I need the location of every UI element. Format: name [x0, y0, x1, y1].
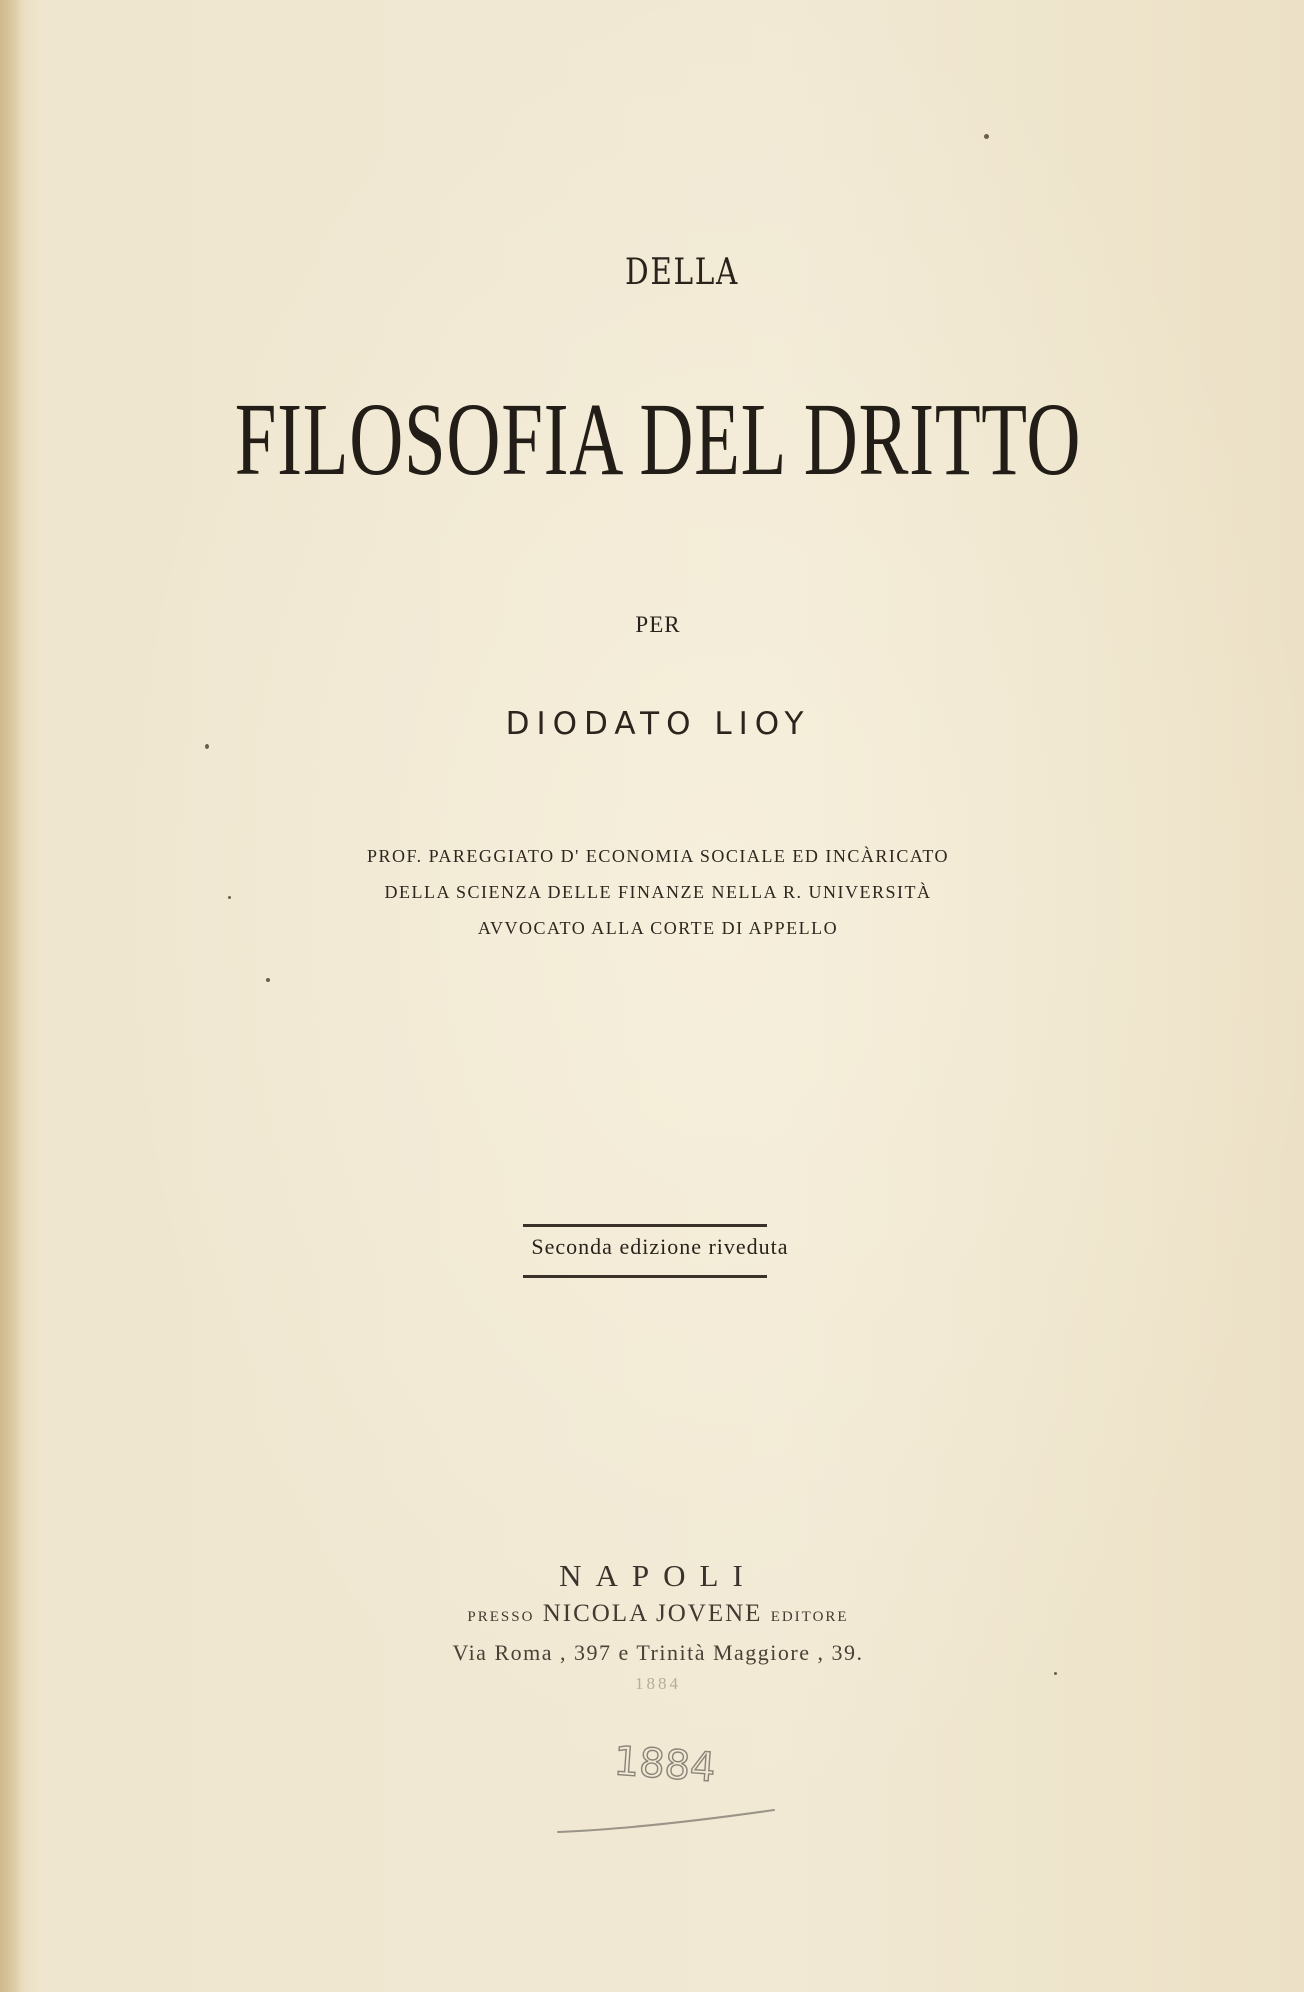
publisher-prefix: PRESSO [467, 1609, 535, 1625]
imprint-year: 1884 [635, 1674, 681, 1693]
author-credential-1: PROF. PAREGGIATO D' ECONOMIA SOCIALE ED INCÀRICATO [366, 846, 950, 866]
handwritten-year-text: 1884 [612, 1738, 718, 1792]
publisher-name: NICOLA JOVENE [542, 1600, 763, 1627]
edition-note: Seconda edizione riveduta [531, 1234, 789, 1259]
imprint-city: NAPOLI [559, 1558, 757, 1593]
publisher-suffix: EDITORE [770, 1609, 849, 1625]
edition-rule-bottom [523, 1275, 767, 1278]
paper-speck [205, 744, 209, 749]
book-title: FILOSOFIA DEL DRITTO [234, 382, 1082, 497]
edition-rule-top [523, 1224, 767, 1227]
imprint-address: Via Roma , 397 e Trinità Maggiore , 39. [452, 1640, 864, 1665]
paper-speck [1054, 1672, 1057, 1675]
pencil-stroke [556, 1800, 776, 1840]
by-line: PER [635, 612, 681, 637]
paper-speck [266, 978, 270, 982]
author-name: DIODATO LIOY [505, 706, 811, 742]
handwritten-year [608, 1732, 728, 1792]
paper-speck [984, 134, 989, 139]
author-credential-3: AVVOCATO ALLA CORTE DI APPELLO [477, 918, 839, 938]
author-credential-2: DELLA SCIENZA DELLE FINANZE NELLA R. UNIVERSITÀ [384, 882, 932, 902]
imprint-publisher [6, 1600, 1304, 1628]
paper-speck [228, 896, 231, 899]
title-preposition: DELLA [625, 252, 739, 293]
